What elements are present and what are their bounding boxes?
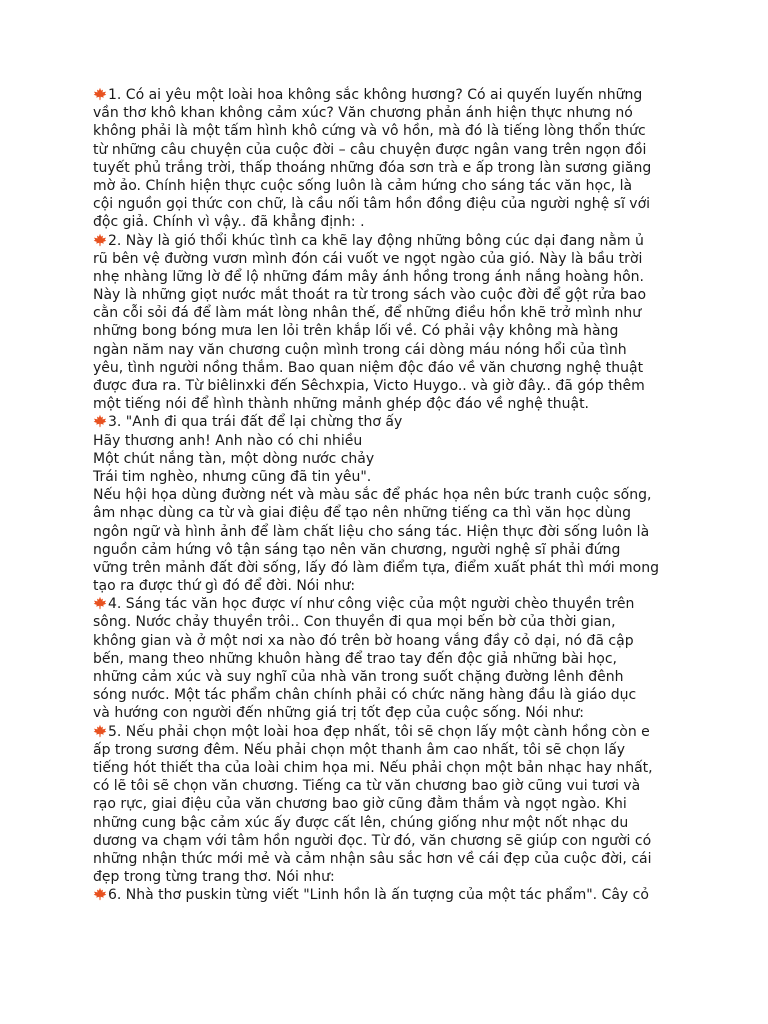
- line-text: Hãy thương anh! Anh nào có chi nhiều: [93, 432, 363, 449]
- line-text: những bong bóng mưa len lỏi trên khắp lối về. Có phải vậy không mà hàng: [93, 323, 619, 340]
- line-text: 3. "Anh đi qua trái đất để lại chừng thơ ấy: [108, 414, 403, 431]
- line-text: vững trên mảnh đất đời sống, lấy đó làm điểm tựa, điểm xuất phát thì mới mong: [93, 559, 659, 576]
- line-text: được đưa ra. Từ biêlinxki đến Sêchxpia, Victo Huygo.. và giờ đây.. đã góp thêm: [93, 378, 645, 394]
- maple-leaf-icon: [93, 87, 107, 101]
- document-body: [93, 86, 683, 904]
- line-text: cội nguồn gọi thức con chữ, là cầu nối tâm hồn đồng điệu của người nghệ sĩ với: [93, 196, 651, 213]
- text-line: [93, 814, 683, 832]
- text-line: [93, 650, 683, 668]
- text-line: [93, 286, 683, 304]
- line-text: tuyết phủ trắng trời, thấp thoáng những đóa sơn trà e ấp trong làn sương giăng: [93, 159, 652, 176]
- text-line: [93, 577, 683, 595]
- paragraph-start-line: [93, 886, 683, 904]
- line-text: 1. Có ai yêu một loài hoa không sắc không hương? Có ai quyến luyến những: [108, 87, 643, 103]
- text-line: [93, 541, 683, 559]
- paragraph-start-line: [93, 86, 683, 104]
- text-line: [93, 486, 683, 504]
- text-line: [93, 795, 683, 813]
- text-line: [93, 759, 683, 777]
- line-text: vần thơ khô khan không cảm xúc? Văn chương phản ánh hiện thực nhưng nó: [93, 105, 633, 122]
- line-text: có lẽ tôi sẽ chọn văn chương. Tiếng ca từ văn chương bao giờ cũng vui tươi và: [93, 778, 641, 795]
- line-text: 4. Sáng tác văn học được ví như công việc của một người chèo thuyền trên: [108, 596, 635, 613]
- text-line: [93, 468, 683, 486]
- line-text: từ những câu chuyện của cuộc đời – câu chuyện được ngân vang trên ngọn đồi: [93, 141, 647, 158]
- maple-leaf-icon: [93, 414, 107, 428]
- text-line: [93, 613, 683, 631]
- line-text: rũ bên vệ đường vươn mình đón cái vuốt ve ngọt ngào của gió. Này là bầu trời: [93, 250, 643, 267]
- line-text: nhẹ nhàng lững lờ để lộ những đám mây ánh hồng trong ánh nắng hoàng hôn.: [93, 268, 644, 285]
- text-line: [93, 341, 683, 359]
- line-text: nguồn cảm hứng vô tận sáng tạo nên văn chương, người nghệ sĩ phải đứng: [93, 541, 621, 558]
- line-text: 6. Nhà thơ puskin từng viết "Linh hồn là ấn tượng của một tác phẩm". Cây cỏ: [108, 887, 649, 904]
- text-line: [93, 377, 683, 395]
- line-text: ấp trong sương đêm. Nếu phải chọn một thanh âm cao nhất, tôi sẽ chọn lấy: [93, 741, 626, 758]
- line-text: 5. Nếu phải chọn một loài hoa đẹp nhất, tôi sẽ chọn lấy một cành hồng còn e: [108, 723, 650, 740]
- line-text: dương va chạm với tâm hồn người đọc. Từ đó, văn chương sẽ giúp con người có: [93, 832, 652, 849]
- line-text: yêu, tình người nồng thắm. Bao quan niệm độc đáo về văn chương nghệ thuật: [93, 359, 644, 376]
- line-text: rạo rực, giai điệu của văn chương bao giờ cũng đằm thắm và ngọt ngào. Khi: [93, 796, 627, 813]
- line-text: độc giả. Chính vì vậy.. đã khẳng định: .: [93, 214, 365, 231]
- text-line: [93, 268, 683, 286]
- text-line: [93, 159, 683, 177]
- line-text: những cung bậc cảm xúc ấy được cất lên, chúng giống như một nốt nhạc du: [93, 814, 629, 831]
- maple-leaf-icon: [93, 233, 107, 247]
- text-line: [93, 177, 683, 195]
- line-text: những cảm xúc và suy nghĩ của nhà văn trong suốt chặng đường lênh đênh: [93, 669, 624, 685]
- text-line: [93, 832, 683, 850]
- line-text: không phải là một tấm hình khô cứng và vô hồn, mà đó là tiếng lòng thổn thức: [93, 123, 646, 140]
- paragraph-start-line: [93, 723, 683, 741]
- line-text: những nhận thức mới mẻ và cảm nhận sâu sắc hơn về cái đẹp của cuộc đời, cái: [93, 850, 652, 867]
- paragraph-start-line: [93, 595, 683, 613]
- text-line: [93, 850, 683, 868]
- text-line: [93, 359, 683, 377]
- line-text: bến, mang theo những khuôn hàng để trao tay đến độc giả những bài học,: [93, 650, 617, 667]
- line-text: Trái tim nghèo, nhưng cũng đã tin yêu".: [93, 468, 372, 485]
- text-line: [93, 523, 683, 541]
- text-line: [93, 141, 683, 159]
- text-line: [93, 432, 683, 450]
- text-line: [93, 704, 683, 722]
- text-line: [93, 304, 683, 322]
- line-text: tạo ra được thứ gì đó để đời. Nói như:: [93, 578, 356, 595]
- maple-leaf-icon: [93, 724, 107, 738]
- text-line: [93, 250, 683, 268]
- line-text: không gian và ở một nơi xa nào đó trên bờ hoang vắng đầy cỏ dại, nó đã cập: [93, 632, 634, 649]
- text-line: [93, 395, 683, 413]
- line-text: sông. Nước chảy thuyền trôi.. Con thuyền đi qua mọi bến bờ của thời gian,: [93, 614, 616, 631]
- line-text: mờ ảo. Chính hiện thực cuộc sống luôn là cảm hứng cho sáng tác văn học, là: [93, 177, 633, 194]
- text-line: [93, 559, 683, 577]
- maple-leaf-icon: [93, 596, 107, 610]
- text-line: [93, 195, 683, 213]
- text-line: [93, 777, 683, 795]
- text-line: [93, 868, 683, 886]
- text-line: [93, 450, 683, 468]
- line-text: ngàn năm nay văn chương cuộn mình trong cái dòng máu nóng hổi của tình: [93, 341, 627, 358]
- line-text: và hướng con người đến những giá trị tốt đẹp của cuộc sống. Nói như:: [93, 705, 584, 722]
- text-line: [93, 686, 683, 704]
- paragraph-start-line: [93, 413, 683, 431]
- text-line: [93, 741, 683, 759]
- text-line: [93, 213, 683, 231]
- line-text: đẹp trong từng trang thơ. Nói như:: [93, 869, 335, 886]
- text-line: [93, 104, 683, 122]
- text-line: [93, 504, 683, 522]
- line-text: Nếu hội họa dùng đường nét và màu sắc để phác họa nên bức tranh cuộc sống,: [93, 487, 652, 504]
- line-text: tiếng hót thiết tha của loài chim họa mi. Nếu phải chọn một bản nhạc hay nhất,: [93, 759, 653, 776]
- line-text: âm nhạc dùng ca từ và giai điệu để tạo nên những tiếng ca thì văn học dùng: [93, 505, 631, 522]
- text-line: [93, 122, 683, 140]
- line-text: cằn cỗi sỏi đá để làm mát lòng nhân thế, để những điều hồn khẽ trở mình như: [93, 305, 642, 322]
- text-line: [93, 322, 683, 340]
- line-text: Một chút nắng tàn, một dòng nước chảy: [93, 450, 375, 467]
- text-line: [93, 668, 683, 686]
- line-text: một tiếng nói để hình thành những mảnh ghép độc đáo về nghệ thuật.: [93, 396, 590, 413]
- line-text: ngôn ngữ và hình ảnh để làm chất liệu cho sáng tác. Hiện thực đời sống luôn là: [93, 523, 650, 540]
- paragraph-start-line: [93, 232, 683, 250]
- line-text: sóng nước. Một tác phẩm chân chính phải có chức năng hàng đầu là giáo dục: [93, 687, 637, 704]
- line-text: Này là những giọt nước mắt thoát ra từ trong sách vào cuộc đời để gột rửa bao: [93, 287, 647, 304]
- line-text: 2. Này là gió thổi khúc tình ca khẽ lay động những bông cúc dại đang nằm ủ: [108, 232, 644, 249]
- text-line: [93, 632, 683, 650]
- maple-leaf-icon: [93, 887, 107, 901]
